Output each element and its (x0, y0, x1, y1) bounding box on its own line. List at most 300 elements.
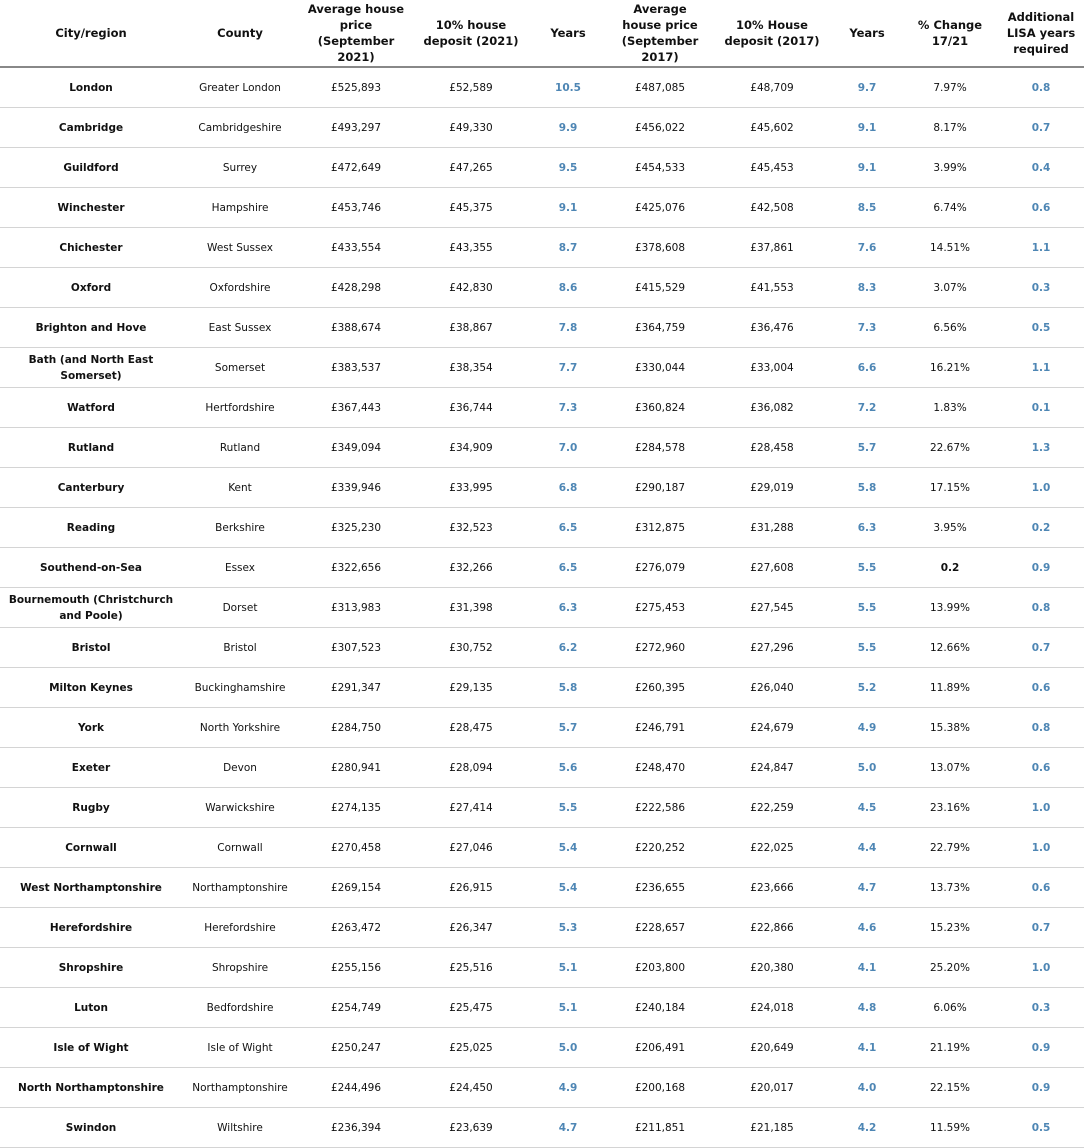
years-2017-cell: 4.8 (832, 988, 902, 1028)
city-cell: Reading (0, 508, 182, 548)
price-2021-cell: £388,674 (298, 308, 414, 348)
deposit-2017-cell: £33,004 (712, 348, 832, 388)
change-cell: 25.20% (902, 948, 998, 988)
price-2021-cell: £284,750 (298, 708, 414, 748)
column-header-years-2021: Years (528, 0, 608, 67)
years-2021-cell: 6.5 (528, 548, 608, 588)
years-2017-cell: 4.2 (832, 1108, 902, 1148)
years-2017-cell: 7.3 (832, 308, 902, 348)
price-2021-cell: £472,649 (298, 148, 414, 188)
city-cell: Herefordshire (0, 908, 182, 948)
change-cell: 22.15% (902, 1068, 998, 1108)
change-cell: 23.16% (902, 788, 998, 828)
deposit-2021-cell: £29,135 (414, 668, 528, 708)
change-cell: 3.07% (902, 268, 998, 308)
price-2021-cell: £236,394 (298, 1108, 414, 1148)
years-2017-cell: 4.5 (832, 788, 902, 828)
column-header-deposit-2021: 10% house deposit (2021) (414, 0, 528, 67)
table-row (0, 548, 1084, 588)
table-row (0, 1028, 1084, 1068)
deposit-2021-cell: £27,046 (414, 828, 528, 868)
deposit-2017-cell: £36,476 (712, 308, 832, 348)
table-row (0, 668, 1084, 708)
county-cell: Cornwall (182, 828, 298, 868)
city-cell: Canterbury (0, 468, 182, 508)
lisa-years-cell: 0.3 (998, 988, 1084, 1028)
city-cell: Chichester (0, 228, 182, 268)
deposit-2021-cell: £24,450 (414, 1068, 528, 1108)
table-body (0, 67, 1084, 1148)
city-cell: Cornwall (0, 828, 182, 868)
column-header-years-2017: Years (832, 0, 902, 67)
price-2021-cell: £367,443 (298, 388, 414, 428)
county-cell: Isle of Wight (182, 1028, 298, 1068)
change-cell: 13.73% (902, 868, 998, 908)
county-cell: Berkshire (182, 508, 298, 548)
deposit-2017-cell: £45,602 (712, 108, 832, 148)
city-cell: Bath (and North East Somerset) (0, 348, 182, 388)
deposit-2017-cell: £26,040 (712, 668, 832, 708)
years-2017-cell: 6.6 (832, 348, 902, 388)
years-2017-cell: 9.1 (832, 108, 902, 148)
county-cell: West Sussex (182, 228, 298, 268)
years-2021-cell: 7.0 (528, 428, 608, 468)
lisa-years-cell: 0.6 (998, 748, 1084, 788)
price-2017-cell: £415,529 (608, 268, 712, 308)
price-2017-cell: £487,085 (608, 67, 712, 108)
years-2021-cell: 6.2 (528, 628, 608, 668)
years-2021-cell: 9.1 (528, 188, 608, 228)
price-2021-cell: £428,298 (298, 268, 414, 308)
deposit-2021-cell: £38,354 (414, 348, 528, 388)
lisa-years-cell: 1.0 (998, 948, 1084, 988)
table-row (0, 1108, 1084, 1148)
city-cell: Winchester (0, 188, 182, 228)
deposit-2017-cell: £22,866 (712, 908, 832, 948)
deposit-2017-cell: £28,458 (712, 428, 832, 468)
price-2017-cell: £275,453 (608, 588, 712, 628)
lisa-years-cell: 0.9 (998, 1028, 1084, 1068)
lisa-years-cell: 1.0 (998, 788, 1084, 828)
change-cell: 8.17% (902, 108, 998, 148)
years-2021-cell: 5.7 (528, 708, 608, 748)
price-2021-cell: £270,458 (298, 828, 414, 868)
deposit-2021-cell: £26,347 (414, 908, 528, 948)
price-2021-cell: £263,472 (298, 908, 414, 948)
years-2021-cell: 5.0 (528, 1028, 608, 1068)
deposit-2021-cell: £34,909 (414, 428, 528, 468)
price-2021-cell: £274,135 (298, 788, 414, 828)
price-2017-cell: £330,044 (608, 348, 712, 388)
county-cell: Northamptonshire (182, 1068, 298, 1108)
change-cell: 0.2 (902, 548, 998, 588)
county-cell: Bedfordshire (182, 988, 298, 1028)
years-2021-cell: 4.9 (528, 1068, 608, 1108)
deposit-2017-cell: £36,082 (712, 388, 832, 428)
city-cell: Luton (0, 988, 182, 1028)
years-2017-cell: 7.2 (832, 388, 902, 428)
price-2017-cell: £228,657 (608, 908, 712, 948)
price-2017-cell: £200,168 (608, 1068, 712, 1108)
price-2021-cell: £339,946 (298, 468, 414, 508)
years-2021-cell: 5.4 (528, 828, 608, 868)
table-row (0, 188, 1084, 228)
price-2017-cell: £454,533 (608, 148, 712, 188)
years-2017-cell: 5.7 (832, 428, 902, 468)
lisa-years-cell: 0.6 (998, 868, 1084, 908)
column-header-city: City/region (0, 0, 182, 67)
price-2017-cell: £246,791 (608, 708, 712, 748)
lisa-years-cell: 0.8 (998, 67, 1084, 108)
table-row (0, 1068, 1084, 1108)
county-cell: Shropshire (182, 948, 298, 988)
county-cell: Wiltshire (182, 1108, 298, 1148)
city-cell: Bristol (0, 628, 182, 668)
table-row (0, 148, 1084, 188)
deposit-2017-cell: £20,017 (712, 1068, 832, 1108)
deposit-2017-cell: £45,453 (712, 148, 832, 188)
deposit-2021-cell: £28,094 (414, 748, 528, 788)
county-cell: Hampshire (182, 188, 298, 228)
years-2017-cell: 5.8 (832, 468, 902, 508)
city-cell: Oxford (0, 268, 182, 308)
change-cell: 11.89% (902, 668, 998, 708)
deposit-2017-cell: £24,847 (712, 748, 832, 788)
years-2021-cell: 6.8 (528, 468, 608, 508)
county-cell: Cambridgeshire (182, 108, 298, 148)
city-cell: Brighton and Hove (0, 308, 182, 348)
deposit-2021-cell: £32,266 (414, 548, 528, 588)
change-cell: 7.97% (902, 67, 998, 108)
lisa-years-cell: 0.5 (998, 308, 1084, 348)
county-cell: Herefordshire (182, 908, 298, 948)
deposit-2017-cell: £22,025 (712, 828, 832, 868)
lisa-years-cell: 0.6 (998, 668, 1084, 708)
city-cell: Rutland (0, 428, 182, 468)
price-2017-cell: £272,960 (608, 628, 712, 668)
years-2017-cell: 5.5 (832, 548, 902, 588)
price-2021-cell: £307,523 (298, 628, 414, 668)
deposit-2021-cell: £32,523 (414, 508, 528, 548)
deposit-2021-cell: £49,330 (414, 108, 528, 148)
deposit-2021-cell: £38,867 (414, 308, 528, 348)
price-2017-cell: £276,079 (608, 548, 712, 588)
price-2021-cell: £433,554 (298, 228, 414, 268)
lisa-years-cell: 0.8 (998, 588, 1084, 628)
price-2017-cell: £360,824 (608, 388, 712, 428)
table-row (0, 268, 1084, 308)
city-cell: Watford (0, 388, 182, 428)
lisa-years-cell: 1.1 (998, 348, 1084, 388)
price-2021-cell: £269,154 (298, 868, 414, 908)
change-cell: 3.99% (902, 148, 998, 188)
years-2017-cell: 4.1 (832, 948, 902, 988)
change-cell: 15.23% (902, 908, 998, 948)
years-2021-cell: 6.3 (528, 588, 608, 628)
city-cell: Exeter (0, 748, 182, 788)
price-2017-cell: £206,491 (608, 1028, 712, 1068)
table-row (0, 228, 1084, 268)
lisa-years-cell: 0.6 (998, 188, 1084, 228)
years-2017-cell: 4.9 (832, 708, 902, 748)
years-2017-cell: 9.7 (832, 67, 902, 108)
table-row (0, 108, 1084, 148)
deposit-2021-cell: £27,414 (414, 788, 528, 828)
price-2017-cell: £236,655 (608, 868, 712, 908)
change-cell: 6.06% (902, 988, 998, 1028)
years-2021-cell: 7.8 (528, 308, 608, 348)
lisa-years-cell: 1.3 (998, 428, 1084, 468)
change-cell: 6.56% (902, 308, 998, 348)
county-cell: Rutland (182, 428, 298, 468)
change-cell: 1.83% (902, 388, 998, 428)
deposit-2017-cell: £20,649 (712, 1028, 832, 1068)
change-cell: 12.66% (902, 628, 998, 668)
table-row (0, 708, 1084, 748)
county-cell: Greater London (182, 67, 298, 108)
table-row (0, 988, 1084, 1028)
years-2017-cell: 5.5 (832, 588, 902, 628)
county-cell: Warwickshire (182, 788, 298, 828)
lisa-years-cell: 0.7 (998, 628, 1084, 668)
deposit-2017-cell: £20,380 (712, 948, 832, 988)
deposit-2021-cell: £43,355 (414, 228, 528, 268)
deposit-2021-cell: £28,475 (414, 708, 528, 748)
years-2021-cell: 9.5 (528, 148, 608, 188)
change-cell: 13.07% (902, 748, 998, 788)
deposit-2021-cell: £42,830 (414, 268, 528, 308)
deposit-2021-cell: £25,516 (414, 948, 528, 988)
city-cell: Guildford (0, 148, 182, 188)
deposit-2021-cell: £33,995 (414, 468, 528, 508)
deposit-2017-cell: £27,296 (712, 628, 832, 668)
price-2021-cell: £525,893 (298, 67, 414, 108)
city-cell: Swindon (0, 1108, 182, 1148)
years-2021-cell: 4.7 (528, 1108, 608, 1148)
county-cell: East Sussex (182, 308, 298, 348)
table-row (0, 67, 1084, 108)
change-cell: 17.15% (902, 468, 998, 508)
change-cell: 3.95% (902, 508, 998, 548)
city-cell: Shropshire (0, 948, 182, 988)
price-2021-cell: £250,247 (298, 1028, 414, 1068)
years-2021-cell: 8.6 (528, 268, 608, 308)
city-cell: Rugby (0, 788, 182, 828)
change-cell: 15.38% (902, 708, 998, 748)
lisa-years-cell: 0.2 (998, 508, 1084, 548)
table-row (0, 428, 1084, 468)
price-2017-cell: £211,851 (608, 1108, 712, 1148)
deposit-2017-cell: £21,185 (712, 1108, 832, 1148)
price-2017-cell: £456,022 (608, 108, 712, 148)
lisa-years-cell: 0.9 (998, 1068, 1084, 1108)
years-2021-cell: 5.3 (528, 908, 608, 948)
lisa-years-cell: 0.4 (998, 148, 1084, 188)
deposit-2017-cell: £42,508 (712, 188, 832, 228)
years-2017-cell: 4.1 (832, 1028, 902, 1068)
change-cell: 14.51% (902, 228, 998, 268)
city-cell: West Northamptonshire (0, 868, 182, 908)
years-2017-cell: 8.5 (832, 188, 902, 228)
years-2017-cell: 4.6 (832, 908, 902, 948)
county-cell: Northamptonshire (182, 868, 298, 908)
column-header-lisa-years: Additional LISA years required (998, 0, 1084, 67)
county-cell: Hertfordshire (182, 388, 298, 428)
deposit-2021-cell: £36,744 (414, 388, 528, 428)
lisa-years-cell: 0.9 (998, 548, 1084, 588)
county-cell: Somerset (182, 348, 298, 388)
table-row (0, 588, 1084, 628)
county-cell: Dorset (182, 588, 298, 628)
county-cell: Surrey (182, 148, 298, 188)
price-2021-cell: £322,656 (298, 548, 414, 588)
column-header-deposit-2017: 10% House deposit (2017) (712, 0, 832, 67)
deposit-2021-cell: £47,265 (414, 148, 528, 188)
years-2017-cell: 4.4 (832, 828, 902, 868)
deposit-2021-cell: £26,915 (414, 868, 528, 908)
table-row (0, 868, 1084, 908)
price-2021-cell: £254,749 (298, 988, 414, 1028)
price-2021-cell: £313,983 (298, 588, 414, 628)
years-2017-cell: 5.0 (832, 748, 902, 788)
years-2017-cell: 9.1 (832, 148, 902, 188)
deposit-2017-cell: £23,666 (712, 868, 832, 908)
years-2021-cell: 5.4 (528, 868, 608, 908)
price-2017-cell: £222,586 (608, 788, 712, 828)
deposit-2021-cell: £25,475 (414, 988, 528, 1028)
price-2021-cell: £244,496 (298, 1068, 414, 1108)
city-cell: Milton Keynes (0, 668, 182, 708)
deposit-2021-cell: £45,375 (414, 188, 528, 228)
city-cell: York (0, 708, 182, 748)
change-cell: 21.19% (902, 1028, 998, 1068)
table-row (0, 788, 1084, 828)
county-cell: Buckinghamshire (182, 668, 298, 708)
deposit-2017-cell: £48,709 (712, 67, 832, 108)
table-row (0, 628, 1084, 668)
change-cell: 16.21% (902, 348, 998, 388)
column-header-price-2021: Average house price (September 2021) (298, 0, 414, 67)
lisa-years-cell: 1.1 (998, 228, 1084, 268)
county-cell: Essex (182, 548, 298, 588)
deposit-2021-cell: £31,398 (414, 588, 528, 628)
years-2021-cell: 5.8 (528, 668, 608, 708)
change-cell: 22.67% (902, 428, 998, 468)
lisa-years-cell: 1.0 (998, 828, 1084, 868)
table-row (0, 748, 1084, 788)
price-2017-cell: £260,395 (608, 668, 712, 708)
price-2017-cell: £248,470 (608, 748, 712, 788)
price-2017-cell: £284,578 (608, 428, 712, 468)
column-header-change: % Change 17/21 (902, 0, 998, 67)
price-2021-cell: £291,347 (298, 668, 414, 708)
table-row (0, 948, 1084, 988)
lisa-years-cell: 0.5 (998, 1108, 1084, 1148)
years-2017-cell: 4.7 (832, 868, 902, 908)
price-2021-cell: £453,746 (298, 188, 414, 228)
lisa-years-cell: 0.1 (998, 388, 1084, 428)
years-2021-cell: 7.7 (528, 348, 608, 388)
city-cell: London (0, 67, 182, 108)
deposit-2017-cell: £31,288 (712, 508, 832, 548)
years-2017-cell: 8.3 (832, 268, 902, 308)
price-2017-cell: £364,759 (608, 308, 712, 348)
county-cell: Bristol (182, 628, 298, 668)
years-2021-cell: 7.3 (528, 388, 608, 428)
deposit-2017-cell: £22,259 (712, 788, 832, 828)
city-cell: Isle of Wight (0, 1028, 182, 1068)
deposit-2017-cell: £41,553 (712, 268, 832, 308)
price-2021-cell: £349,094 (298, 428, 414, 468)
years-2017-cell: 4.0 (832, 1068, 902, 1108)
price-2017-cell: £312,875 (608, 508, 712, 548)
table-row (0, 468, 1084, 508)
city-cell: North Northamptonshire (0, 1068, 182, 1108)
years-2017-cell: 5.2 (832, 668, 902, 708)
change-cell: 22.79% (902, 828, 998, 868)
deposit-2021-cell: £52,589 (414, 67, 528, 108)
county-cell: Oxfordshire (182, 268, 298, 308)
city-cell: Cambridge (0, 108, 182, 148)
price-2021-cell: £383,537 (298, 348, 414, 388)
lisa-years-cell: 0.3 (998, 268, 1084, 308)
years-2021-cell: 6.5 (528, 508, 608, 548)
deposit-2021-cell: £30,752 (414, 628, 528, 668)
deposit-2017-cell: £27,545 (712, 588, 832, 628)
deposit-2017-cell: £37,861 (712, 228, 832, 268)
deposit-2017-cell: £24,679 (712, 708, 832, 748)
years-2017-cell: 5.5 (832, 628, 902, 668)
lisa-years-cell: 1.0 (998, 468, 1084, 508)
column-header-price-2017: Average house price (September 2017) (608, 0, 712, 67)
deposit-2021-cell: £23,639 (414, 1108, 528, 1148)
lisa-years-cell: 0.7 (998, 908, 1084, 948)
table-row (0, 908, 1084, 948)
years-2021-cell: 5.5 (528, 788, 608, 828)
lisa-years-cell: 0.7 (998, 108, 1084, 148)
table-row (0, 828, 1084, 868)
table-row (0, 308, 1084, 348)
table-row (0, 348, 1084, 388)
price-2021-cell: £325,230 (298, 508, 414, 548)
years-2021-cell: 5.1 (528, 948, 608, 988)
column-header-county: County (182, 0, 298, 67)
years-2021-cell: 5.6 (528, 748, 608, 788)
deposit-2017-cell: £27,608 (712, 548, 832, 588)
price-2021-cell: £280,941 (298, 748, 414, 788)
change-cell: 11.59% (902, 1108, 998, 1148)
price-2021-cell: £493,297 (298, 108, 414, 148)
table-row (0, 388, 1084, 428)
change-cell: 13.99% (902, 588, 998, 628)
city-cell: Bournemouth (Christchurch and Poole) (0, 588, 182, 628)
years-2021-cell: 9.9 (528, 108, 608, 148)
price-2017-cell: £220,252 (608, 828, 712, 868)
price-2017-cell: £290,187 (608, 468, 712, 508)
deposit-2021-cell: £25,025 (414, 1028, 528, 1068)
years-2021-cell: 10.5 (528, 67, 608, 108)
header-row (0, 0, 1084, 67)
price-2021-cell: £255,156 (298, 948, 414, 988)
years-2021-cell: 5.1 (528, 988, 608, 1028)
county-cell: Kent (182, 468, 298, 508)
lisa-years-cell: 0.8 (998, 708, 1084, 748)
price-2017-cell: £425,076 (608, 188, 712, 228)
deposit-2017-cell: £24,018 (712, 988, 832, 1028)
table-row (0, 508, 1084, 548)
change-cell: 6.74% (902, 188, 998, 228)
deposit-2017-cell: £29,019 (712, 468, 832, 508)
